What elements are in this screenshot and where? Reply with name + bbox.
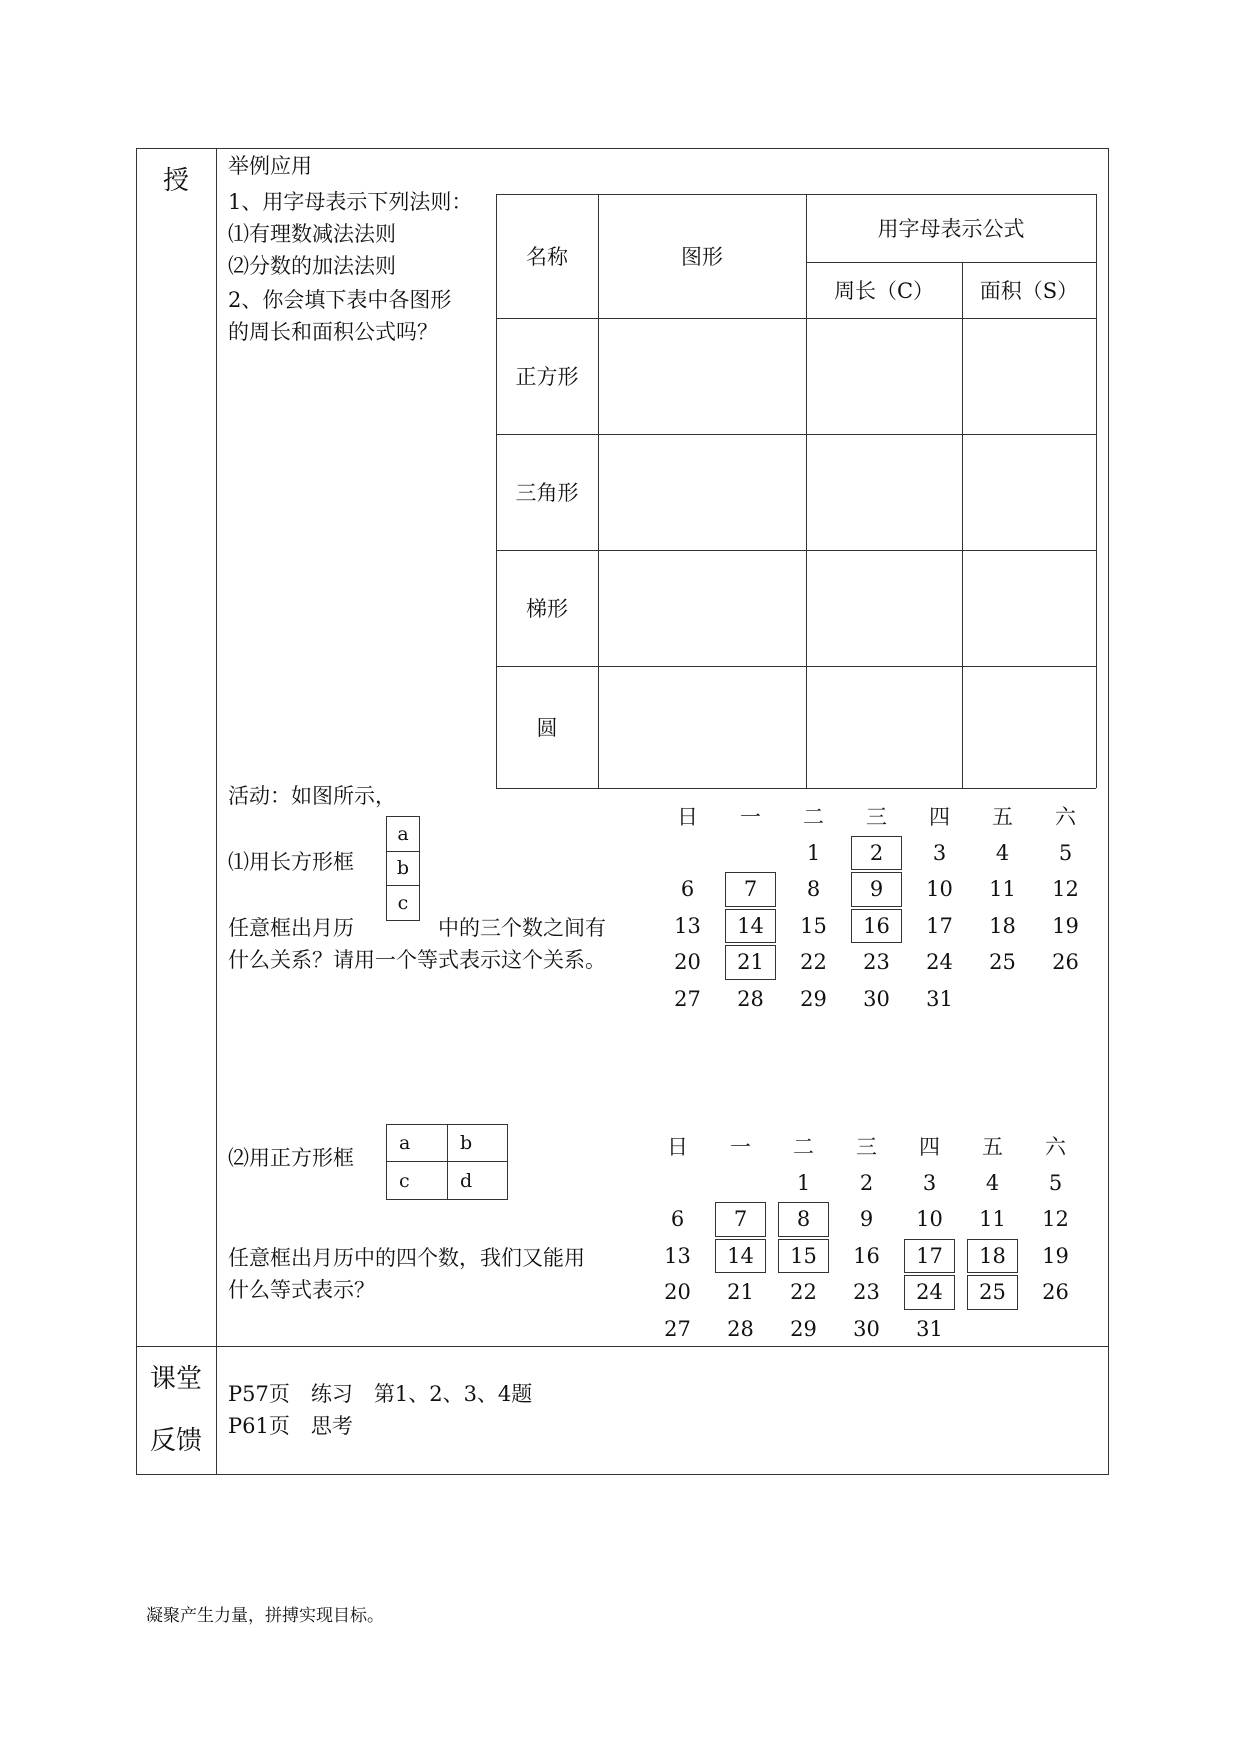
activity-p1-question-b: 中的三个数之间有 [438, 916, 606, 940]
header-area: 面积（S） [979, 279, 1079, 303]
weekday-header: 四 [919, 1135, 940, 1160]
weekday-header: 一 [740, 805, 761, 830]
calendar-day [967, 1312, 1018, 1347]
calendar-day: 12 [1052, 877, 1079, 902]
calendar-day: 1 [796, 1170, 811, 1195]
weekday-header: 二 [793, 1135, 814, 1160]
weekday-header: 一 [730, 1135, 751, 1160]
calendar-day [725, 836, 776, 871]
calendar-day [1030, 1312, 1081, 1347]
activity-p2-label: ⑵用正方形框 [228, 1146, 354, 1170]
calendar-day: 16 [853, 1243, 880, 1268]
calendar-day: 1 [806, 840, 821, 865]
rect-box-a: a [386, 816, 420, 852]
weekday-header: 五 [992, 805, 1013, 830]
weekday-header: 二 [803, 805, 824, 830]
calendar-day: 18 [967, 1239, 1018, 1274]
rect-box-b: b [386, 851, 420, 886]
calendar-day [662, 836, 713, 871]
weekday-header: 六 [1055, 805, 1076, 830]
activity-title: 活动：如图所示， [228, 784, 396, 808]
calendar-day: 8 [806, 877, 821, 902]
calendar-day: 20 [674, 950, 701, 975]
header-name: 名称 [526, 245, 568, 269]
weekday-header: 六 [1045, 1135, 1066, 1160]
footer-motto: 凝聚产生力量，拼搏实现目标。 [146, 1606, 384, 1626]
side-label-feedback-1: 课堂 [149, 1364, 202, 1394]
feedback-line-1: P57页 练习 第1、2、3、4题 [228, 1382, 533, 1406]
question-1: 1、用字母表示下列法则： [228, 190, 473, 214]
calendar-day: 31 [926, 986, 953, 1011]
rect-box-c: c [386, 886, 420, 921]
calendar-day: 21 [727, 1280, 754, 1305]
side-label-teach: 授 [162, 166, 189, 196]
calendar-day: 20 [664, 1280, 691, 1305]
activity-p1-question-a: 任意框出月历 [228, 916, 354, 940]
calendar-day: 11 [979, 1207, 1006, 1232]
row-name-circle: 圆 [536, 716, 558, 740]
calendar-day: 30 [853, 1316, 880, 1341]
calendar-day: 19 [1042, 1243, 1069, 1268]
header-formula: 用字母表示公式 [877, 217, 1025, 241]
calendar-day: 28 [737, 986, 764, 1011]
calendar-day: 9 [859, 1207, 874, 1232]
activity-p1-label: ⑴用长方形框 [228, 850, 354, 874]
frame-middle [136, 1346, 1109, 1347]
calendar-day: 10 [926, 877, 953, 902]
calendar-day: 26 [1042, 1280, 1069, 1305]
calendar-day: 18 [989, 913, 1016, 938]
weekday-header: 四 [929, 805, 950, 830]
weekday-header: 三 [866, 805, 887, 830]
frame-divider [216, 148, 217, 1474]
calendar-day: 2 [851, 836, 902, 871]
feedback-line-2: P61页 思考 [228, 1414, 353, 1438]
header-perimeter: 周长（C） [833, 279, 935, 303]
calendar-day: 29 [800, 986, 827, 1011]
calendar-day: 4 [995, 840, 1010, 865]
square-box-a: a [386, 1124, 448, 1162]
calendar-day [715, 1166, 766, 1201]
calendar-day: 28 [727, 1316, 754, 1341]
calendar-day: 27 [664, 1316, 691, 1341]
question-2-line1: 2、你会填下表中各图形 [228, 288, 452, 312]
calendar-day: 15 [778, 1239, 829, 1274]
calendar-day: 3 [922, 1170, 937, 1195]
square-box-b: b [448, 1124, 508, 1162]
calendar-day: 12 [1042, 1207, 1069, 1232]
frame-right [1108, 148, 1109, 1474]
calendar-day: 17 [926, 913, 953, 938]
calendar-day: 9 [851, 872, 902, 907]
calendar-day: 6 [680, 877, 695, 902]
calendar-day: 26 [1052, 950, 1079, 975]
question-1a: ⑴有理数减法法则 [228, 222, 396, 246]
question-2-line2: 的周长和面积公式吗？ [228, 320, 438, 344]
weekday-header: 日 [677, 805, 698, 830]
calendar-day: 10 [916, 1207, 943, 1232]
calendar-day: 15 [800, 913, 827, 938]
square-box-c: c [386, 1162, 448, 1200]
calendar-day [977, 982, 1028, 1017]
calendar-day: 4 [985, 1170, 1000, 1195]
calendar-day: 6 [670, 1207, 685, 1232]
calendar-day: 24 [904, 1275, 955, 1310]
calendar-day: 8 [778, 1202, 829, 1237]
frame-left [136, 148, 137, 1474]
calendar-day: 25 [989, 950, 1016, 975]
row-name-trapezoid: 梯形 [526, 597, 568, 621]
calendar-day: 14 [715, 1239, 766, 1274]
calendar-day: 14 [725, 909, 776, 944]
square-box-d: d [448, 1162, 508, 1200]
calendar-day: 30 [863, 986, 890, 1011]
question-1b: ⑵分数的加法法则 [228, 254, 396, 278]
calendar-day: 3 [932, 840, 947, 865]
calendar-day: 29 [790, 1316, 817, 1341]
weekday-header: 日 [667, 1135, 688, 1160]
calendar-day: 16 [851, 909, 902, 944]
row-name-triangle: 三角形 [515, 481, 579, 505]
frame-top [136, 148, 1109, 149]
calendar-day: 23 [863, 950, 890, 975]
calendar-day [652, 1166, 703, 1201]
weekday-header: 三 [856, 1135, 877, 1160]
calendar-day [1040, 982, 1091, 1017]
activity-p2-question-line2: 什么等式表示？ [228, 1278, 375, 1302]
activity-p2-question-line1: 任意框出月历中的四个数，我们又能用 [228, 1246, 585, 1270]
weekday-header: 五 [982, 1135, 1003, 1160]
intro-heading: 举例应用 [228, 154, 312, 178]
calendar-day: 23 [853, 1280, 880, 1305]
header-figure: 图形 [681, 245, 723, 269]
calendar-day: 27 [674, 986, 701, 1011]
frame-bottom [136, 1474, 1109, 1475]
calendar-day: 21 [725, 945, 776, 980]
activity-p1-question-line2: 什么关系？请用一个等式表示这个关系。 [228, 948, 606, 972]
row-name-square: 正方形 [515, 365, 579, 389]
calendar-day: 11 [989, 877, 1016, 902]
calendar-day: 22 [790, 1280, 817, 1305]
calendar-day: 24 [926, 950, 953, 975]
side-label-feedback-2: 反馈 [149, 1426, 202, 1456]
calendar-day: 5 [1058, 840, 1073, 865]
calendar-day: 7 [725, 872, 776, 907]
calendar-day: 13 [664, 1243, 691, 1268]
calendar-day: 7 [715, 1202, 766, 1237]
calendar-day: 22 [800, 950, 827, 975]
calendar-day: 25 [967, 1275, 1018, 1310]
calendar-day: 5 [1048, 1170, 1063, 1195]
calendar-day: 17 [904, 1239, 955, 1274]
calendar-day: 13 [674, 913, 701, 938]
calendar-day: 2 [859, 1170, 874, 1195]
calendar-day: 31 [916, 1316, 943, 1341]
calendar-day: 19 [1052, 913, 1079, 938]
